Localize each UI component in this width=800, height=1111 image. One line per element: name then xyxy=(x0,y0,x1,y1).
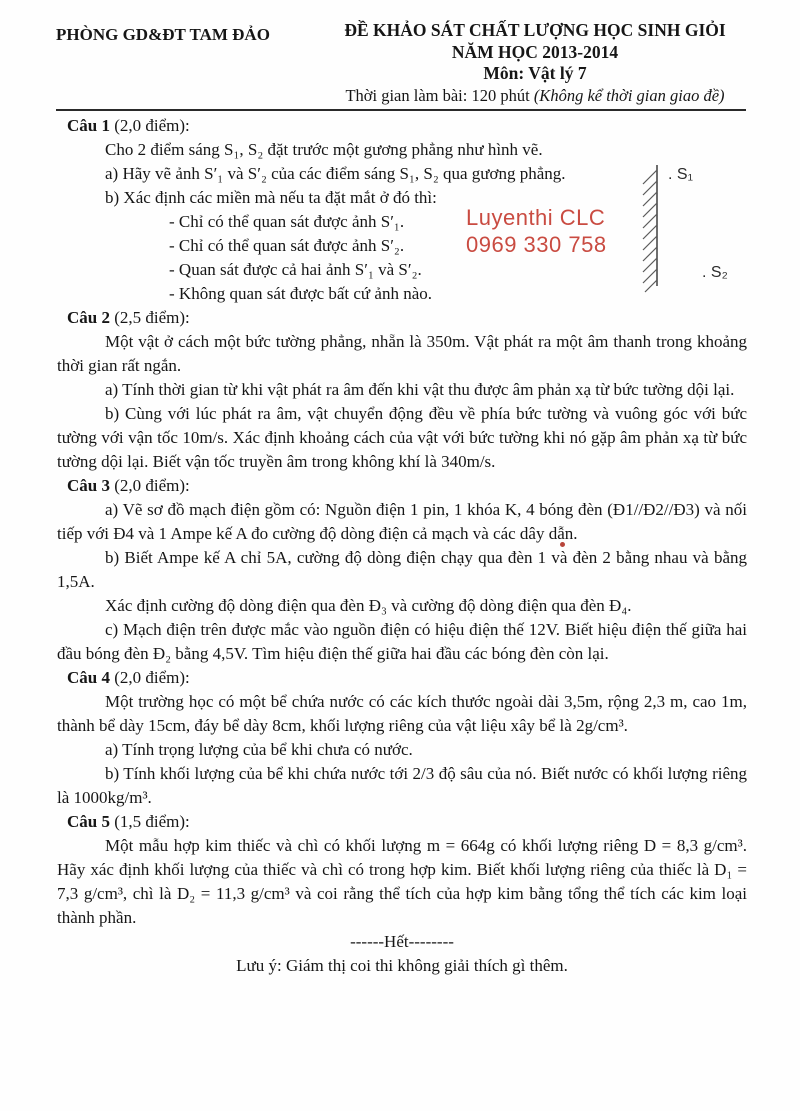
point-s2-label: . S₂ xyxy=(702,264,728,281)
exam-title: ĐỀ KHẢO SÁT CHẤT LƯỢNG HỌC SINH GIỎI xyxy=(344,20,726,40)
question-paragraph: Một trường học có một bể chứa nước có các kích thước ngoài dài 3,5m, rộng 2,3 m, cao 1m, thành bể dày 15cm, đáy bể dày 8cm, khối lượng riêng của vật liệu xây bể là 2g/cm³. xyxy=(57,691,747,735)
question-heading xyxy=(67,306,747,330)
question-paragraph: Cho 2 điểm sáng S₁, S₂ đặt trước một gương phẳng như hình vẽ. xyxy=(105,139,543,159)
question-paragraph: a) Hãy vẽ ảnh S′₁ và S′₂ của các điểm sáng S₁, S₂ qua gương phẳng. xyxy=(105,163,566,183)
question-paragraph: - Chỉ có thể quan sát được ảnh S′₁. xyxy=(169,211,405,231)
mirror-figure xyxy=(628,158,788,298)
question-paragraph: ------Hết-------- xyxy=(350,931,454,951)
question-paragraph: a) Tính thời gian từ khi vật phát ra âm đến khi vật thu được âm phản xạ từ bức tường dội lại. xyxy=(105,379,735,399)
question-heading xyxy=(67,810,747,834)
question-paragraph: Lưu ý: Giám thị coi thi không giải thích gì thêm. xyxy=(236,955,568,975)
question-points: (2,0 điểm): xyxy=(109,667,190,687)
duration: Thời gian làm bài: 120 phút xyxy=(345,85,534,105)
school-year: NĂM HỌC 2013-2014 xyxy=(451,41,619,62)
question-number: Câu 5 xyxy=(67,811,110,831)
question-paragraph: - Không quan sát được bất cứ ảnh nào. xyxy=(169,283,432,303)
question-number: Câu 1 xyxy=(67,115,110,135)
issuer: PHÒNG GD&ĐT TAM ĐẢO xyxy=(56,25,270,44)
question-number: Câu 2 xyxy=(67,307,110,327)
question-paragraph: b) Biết Ampe kế A chỉ 5A, cường độ dòng điện chạy qua đèn 1 và đèn 2 bằng nhau và bằng 1,5A. xyxy=(57,547,747,591)
watermark xyxy=(466,204,607,258)
question-heading xyxy=(67,114,747,138)
question-paragraph: Một mẫu hợp kim thiếc và chì có khối lượng m = 664g có khối lượng riêng D = 8,3 g/cm³. Hãy xác định khối lượng của thiếc và chì có trong hợp kim. Biết khối lượng riêng của thiếc là D₁ = 7,3 g/cm³, chì là D₂ = 11,3 g/cm³ và coi rằng thể tích của hợp kim bằng tổng thể tích các kim loại thành phần. xyxy=(57,835,747,927)
subject: Môn: Vật lý 7 xyxy=(483,63,587,83)
point-s1-label: . S₁ xyxy=(668,166,693,183)
document-header xyxy=(0,0,800,106)
duration-line xyxy=(324,86,746,106)
question-paragraph: b) Xác định các miền mà nếu ta đặt mắt ở đó thì: xyxy=(105,187,437,207)
watermark-phone: 0969 330 758 xyxy=(466,232,607,257)
question-number: Câu 3 xyxy=(67,475,110,495)
question-heading xyxy=(67,666,747,690)
question-points: (2,5 điểm): xyxy=(109,307,190,327)
question-points: (2,0 điểm): xyxy=(109,115,190,135)
question-paragraph: c) Mạch điện trên được mắc vào nguồn điện có hiệu điện thế 12V. Biết hiệu điện thế giữa hai đầu bóng đèn Đ₂ bằng 4,5V. Tìm hiệu điện thế giữa hai đầu các bóng đèn còn lại. xyxy=(57,619,747,663)
question-number: Câu 4 xyxy=(67,667,110,687)
red-dot-artifact xyxy=(560,542,565,547)
question-paragraph: Một vật ở cách một bức tường phẳng, nhẵn là 350m. Vật phát ra một âm thanh trong khoảng thời gian rất ngắn. xyxy=(57,331,747,375)
question-paragraph: a) Tính trọng lượng của bể khi chưa có nước. xyxy=(105,739,413,759)
question-paragraph: Xác định cường độ dòng điện qua đèn Đ₃ và cường độ dòng điện qua đèn Đ₄. xyxy=(105,595,632,615)
question-heading xyxy=(67,474,747,498)
question-paragraph: b) Tính khối lượng của bể khi chứa nước tới 2/3 độ sâu của nó. Biết nước có khối lượng riêng là 1000kg/m³. xyxy=(57,763,747,807)
question-paragraph: b) Cùng với lúc phát ra âm, vật chuyển động đều về phía bức tường và vuông góc với bức tường với vận tốc 10m/s. Xác định khoảng cách của vật với bức tường khi nó gặp âm phản xạ từ bức tường dội lại. Biết vận tốc truyền âm trong không khí là 340m/s. xyxy=(57,403,747,471)
watermark-name: Luyenthi CLC xyxy=(466,205,606,230)
question-paragraph: - Chỉ có thể quan sát được ảnh S′₂. xyxy=(169,235,405,255)
question-paragraph: a) Vẽ sơ đồ mạch điện gồm có: Nguồn điện 1 pin, 1 khóa K, 4 bóng đèn (Đ1//Đ2//Đ3) và nối tiếp với Đ4 và 1 Ampe kế A đo cường độ dòng điện cả mạch và các dây dẫn. xyxy=(57,499,747,543)
question-points: (1,5 điểm): xyxy=(109,811,190,831)
exam-title-block xyxy=(324,20,746,106)
question-paragraph: - Quan sát được cả hai ảnh S′₁ và S′₂. xyxy=(169,259,422,279)
question-points: (2,0 điểm): xyxy=(109,475,190,495)
duration-note: (Không kể thời gian giao đề) xyxy=(533,85,725,105)
